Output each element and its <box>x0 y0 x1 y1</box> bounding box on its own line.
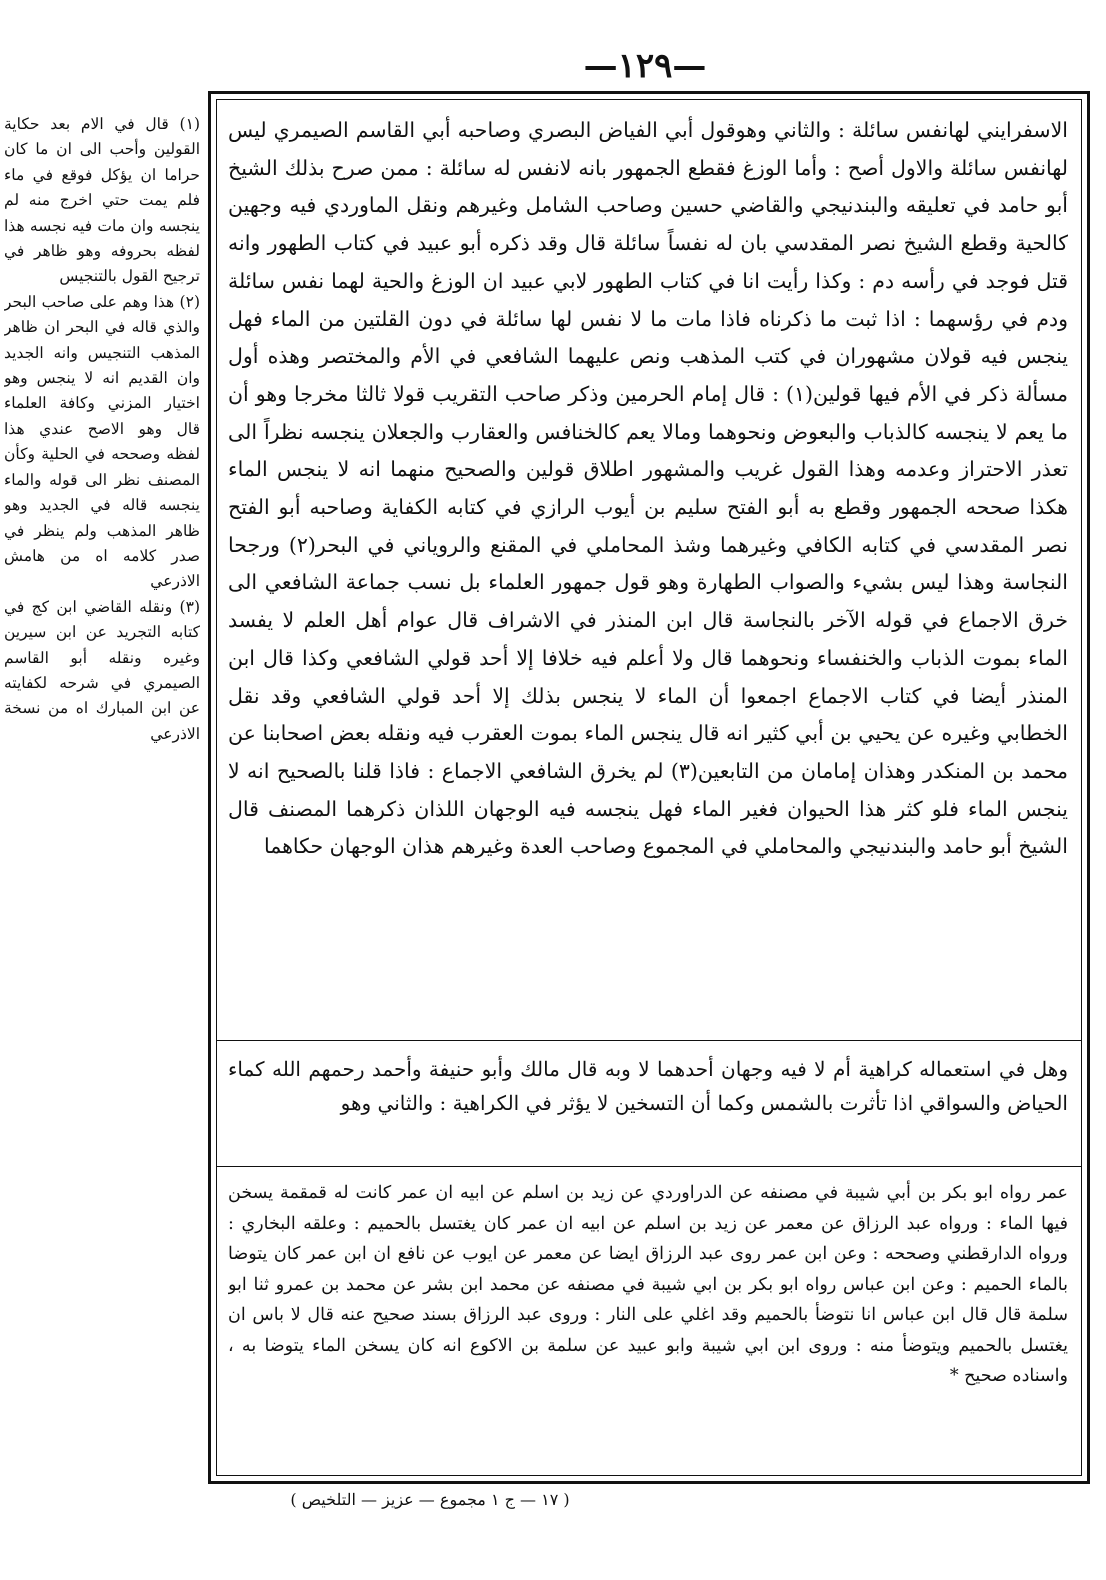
main-text-block <box>228 112 1068 1032</box>
matn-text: وهل في استعماله كراهية أم لا فيه وجهان أحدهما لا وبه قال مالك وأبو حنيفة وأحمد رحمهم الله كماء الحياض والسواقي اذا تأثرت بالشمس وكما أن التسخين لا يؤثر في الكراهية : والثاني وهو <box>228 1057 1068 1115</box>
margin-note: (١) قال في الام بعد حكاية القولين وأحب الى ان ما كان حراما ان يؤكل فوقع في ماء فلم يمت حتي اخرج منه لم ينجسه وان مات فيه نجسه هذا لفظه بحروفه وهو ظاهر في ترجيح القول بالتنجيس <box>4 115 200 286</box>
takhrij-text: عمر رواه ابو بكر بن أبي شيبة في مصنفه عن الدراوردي عن زيد بن اسلم عن ابيه ان عمر كانت له قمقمة يسخن فيها الماء : ورواه عبد الرزاق عن معمر عن زيد بن اسلم عن ابيه ان عمر كان يغتسل بالحميم : وعلقه البخاري : ورواه الدارقطني وصححه : وعن ابن عمر روى عبد الرزاق ايضا عن معمر عن ايوب عن نافع ان ابن عمر كان يتوضا بالماء الحميم : وعن ابن عباس رواه ابو بكر بن ابي شيبة في مصنفه عن محمد ابن بشر عن محمد بن عمرو ثنا ابو سلمة قال قال ابن عباس انا نتوضأ بالحميم وقد اغلي على النار : وروى عبد الرزاق بسند صحيح عنه قال لا باس ان يغتسل بالحميم ويتوضأ منه : وروى ابن ابي شيبة وابو عبيد عن سلمة بن الاكوع انه كان يسخن الماء يتوضا به ، واسناده صحيح * <box>228 1183 1068 1386</box>
page-number: —١٢٩— <box>583 46 707 86</box>
margin-note: (٣) ونقله القاضي ابن كج في كتابه التجريد عن ابن سيرين وغيره ونقله أبو القاسم الصيمري في شرحه لكفايته عن ابن المبارك اه من نسخة الاذرعي <box>4 597 200 743</box>
margin-notes <box>4 112 200 1482</box>
takhrij-text-block <box>228 1178 1068 1472</box>
main-text: الاسفرايني لهانفس سائلة : والثاني وهوقول أبي الفياض البصري وصاحبه أبي القاسم الصيمري ليس لهانفس سائلة والاول أصح : وأما الوزغ فقطع الجمهور بانه لانفس له سائلة : ممن صرح بذلك الشيخ أبو حامد في تعليقه والبندنيجي والقاضي حسين وصاحب الشامل وغيرهم ونقل الماوردي فيه وجهين كالحية وقطع الشيخ نصر المقدسي بان له نفساً سائلة قال وقد ذكره أبو عبيد في كتاب الطهور وانه قتل فوجد في رأسه دم : وكذا رأيت انا في كتاب الطهور لابي عبيد ان الوزغ والحية لهما نفس سائلة ودم في رؤسهما : اذا ثبت ما ذكرناه فاذا مات ما لا نفس لها سائلة في دون القلتين من الماء فهل ينجس فيه قولان مشهوران في كتب المذهب ونص عليهما الشافعي في الأم والمختصر وهذه أول مسألة ذكر في الأم فيها قولين(١) : قال إمام الحرمين وذكر صاحب التقريب قولا ثالثا مخرجا وهو أن ما يعم لا ينجسه كالذباب والبعوض ونحوهما ومالا يعم كالخنافس والعقارب والجعلان ينجسه نظراً الى تعذر الاحتراز وعدمه وهذا القول غريب والمشهور اطلاق قولين والصحيح منهما انه لا ينجس الماء هكذا صححه الجمهور وقطع به أبو الفتح سليم بن أيوب الرازي في كتابه الكفاية وصاحبه أبو الفتح نصر المقدسي في كتابه الكافي وغيرهما وشذ المحاملي في المقنع والروياني في البحر(٢) ورجحا النجاسة وهذا ليس بشيء والصواب الطهارة وهو قول جمهور العلماء بل نسب جماعة الشافعي الى خرق الاجماع في قوله الآخر بالنجاسة قال ابن المنذر في الاشراف قال عوام أهل العلم لا يفسد الماء بموت الذباب والخنفساء ونحوهما قال ولا أعلم فيه خلافا إلا أحد قولي الشافعي وكذا قال ابن المنذر أيضا في كتاب الاجماع اجمعوا أن الماء لا ينجس بذلك إلا أحد قولي الشافعي وقد نقل الخطابي وغيره عن يحيي بن أبي كثير انه قال ينجس الماء بموت العقرب فيه ونقله بعض اصحابنا عن محمد بن المنكدر وهذان إمامان من التابعين(٣) لم يخرق الشافعي الاجماع : فاذا قلنا بالصحيح انه لا ينجس الماء فلو كثر هذا الحيوان فغير الماء فهل ينجسه فيه الوجهان اللذان ذكرهما المصنف قال الشيخ أبو حامد والبندنيجي والمحاملي في المجموع وصاحب العدة وغيرهم هذان الوجهان حكاهما <box>228 118 1068 859</box>
matn-text-block <box>228 1052 1068 1158</box>
section-divider <box>216 1166 1082 1167</box>
footer-signature: ( ١٧ — ج ١ مجموع — عزيز — التلخيص ) <box>290 1490 570 1509</box>
margin-note: (٢) هذا وهم على صاحب البحر والذي قاله في البحر ان ظاهر المذهب التنجيس وانه الجديد وان القديم انه لا ينجس وهو اختيار المزني وكافة العلماء قال وهو الاصح عندي هذا لفظه وصححه في الحلية وكأن المصنف نظر الى قوله والماء ينجسه قاله في الجديد وهو ظاهر المذهب ولم ينظر في صدر كلامه اه من هامش الاذرعي <box>4 292 200 591</box>
section-divider <box>216 1040 1082 1041</box>
